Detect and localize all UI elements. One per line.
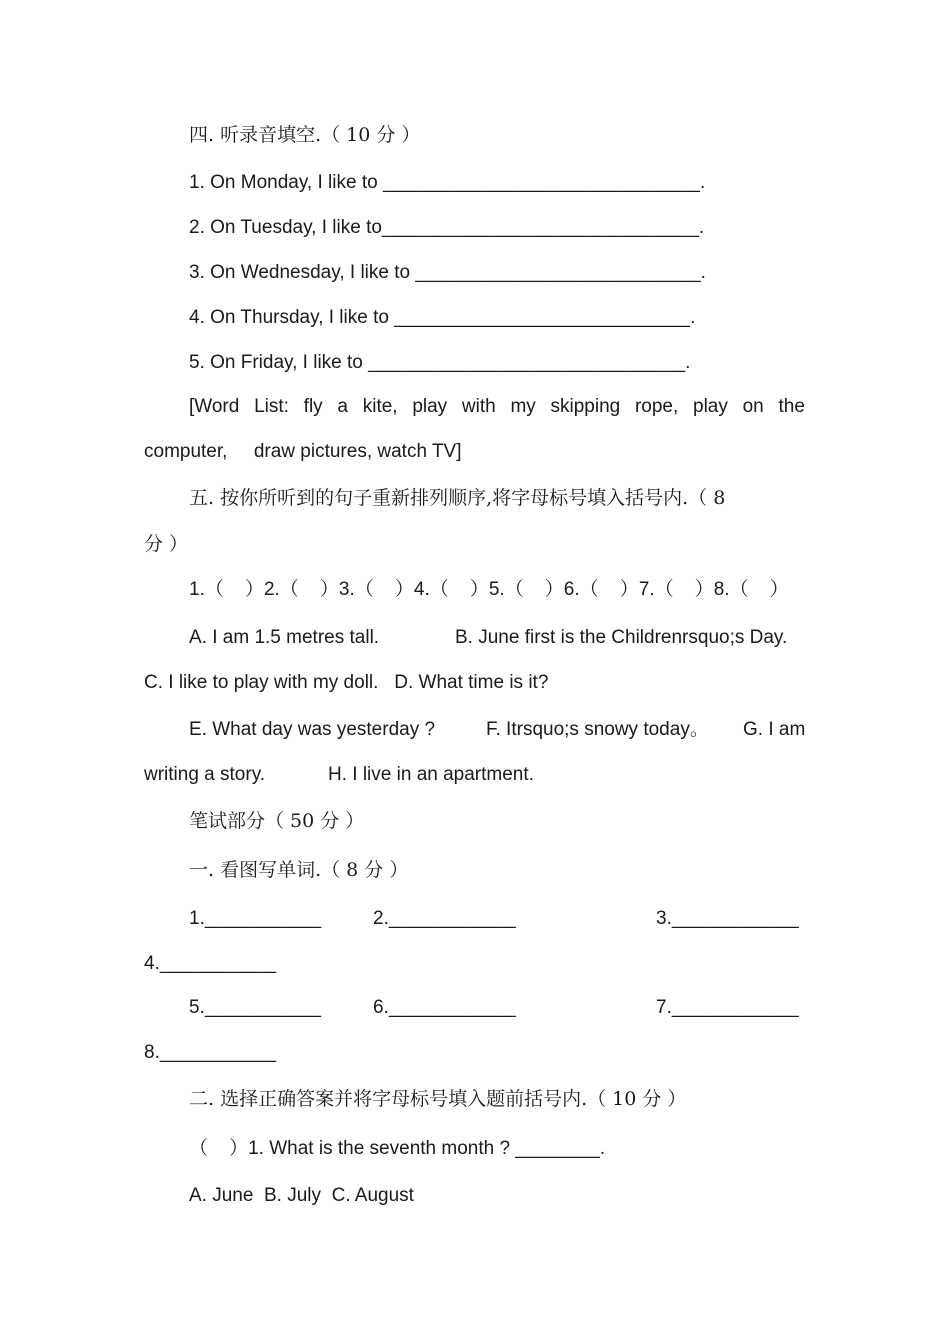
blank-4: 4.___________ xyxy=(144,953,277,974)
fill-item-1: 1. On Monday, I like to ______________________________. xyxy=(189,172,706,193)
word: fly xyxy=(303,396,323,417)
fill-item-4: 4. On Thursday, I like to ____________________________. xyxy=(189,307,696,328)
word: [Word xyxy=(189,396,240,417)
section-5-heading: 五. 按你所听到的句子重新排列顺序,将字母标号填入括号内.（ 8 xyxy=(189,487,726,509)
blank-3: 3.____________ xyxy=(656,908,799,929)
option-a: A. I am 1.5 metres tall. xyxy=(189,627,380,648)
word: the xyxy=(778,396,805,417)
blank-5: 5.___________ xyxy=(189,997,322,1018)
word: play xyxy=(693,396,728,417)
word-list-line1 xyxy=(189,395,805,419)
option-f: F. Itrsquo;s snowy today。 xyxy=(486,719,709,740)
word: on xyxy=(742,396,764,417)
word: rope, xyxy=(634,396,679,417)
word: play xyxy=(412,396,448,417)
word: my xyxy=(510,396,536,417)
question-1-options: A. June B. July C. August xyxy=(189,1185,414,1206)
word: a xyxy=(337,396,348,417)
word-list-line2: computer, draw pictures, watch TV] xyxy=(144,441,462,462)
fill-item-3: 3. On Wednesday, I like to ___________________________. xyxy=(189,262,706,283)
word: kite, xyxy=(362,396,398,417)
word: List: xyxy=(254,396,289,417)
blank-8: 8.___________ xyxy=(144,1042,277,1063)
question-1: （ ）1. What is the seventh month ? ________. xyxy=(189,1138,606,1159)
section-2-heading: 二. 选择正确答案并将字母标号填入题前括号内.（ 10 分 ） xyxy=(189,1088,687,1110)
option-g-cont: writing a story. xyxy=(144,764,266,785)
blank-2: 2.____________ xyxy=(373,908,516,929)
option-c-d: C. I like to play with my doll. D. What time is it? xyxy=(144,672,549,693)
fill-item-5: 5. On Friday, I like to ______________________________. xyxy=(189,352,691,373)
fill-item-2: 2. On Tuesday, I like to______________________________. xyxy=(189,217,705,238)
word: with xyxy=(461,396,496,417)
option-b: B. June first is the Childrenrsquo;s Day. xyxy=(455,627,788,648)
word: skipping xyxy=(550,396,621,417)
blank-7: 7.____________ xyxy=(656,997,799,1018)
order-brackets: 1.（ ）2.（ ）3.（ ）4.（ ）5.（ ）6.（ ）7.（ ）8.（ ） xyxy=(189,579,789,600)
blank-1: 1.___________ xyxy=(189,908,322,929)
option-e: E. What day was yesterday ? xyxy=(189,719,436,740)
option-g: G. I am xyxy=(743,719,806,740)
section-5-heading-cont: 分 ） xyxy=(144,533,189,555)
section-1-heading: 一. 看图写单词.（ 8 分 ） xyxy=(189,859,409,881)
written-part-title: 笔试部分（ 50 分 ） xyxy=(189,810,365,832)
section-4-heading: 四. 听录音填空.（ 10 分 ） xyxy=(189,124,421,146)
blank-6: 6.____________ xyxy=(373,997,516,1018)
option-h: H. I live in an apartment. xyxy=(328,764,534,785)
